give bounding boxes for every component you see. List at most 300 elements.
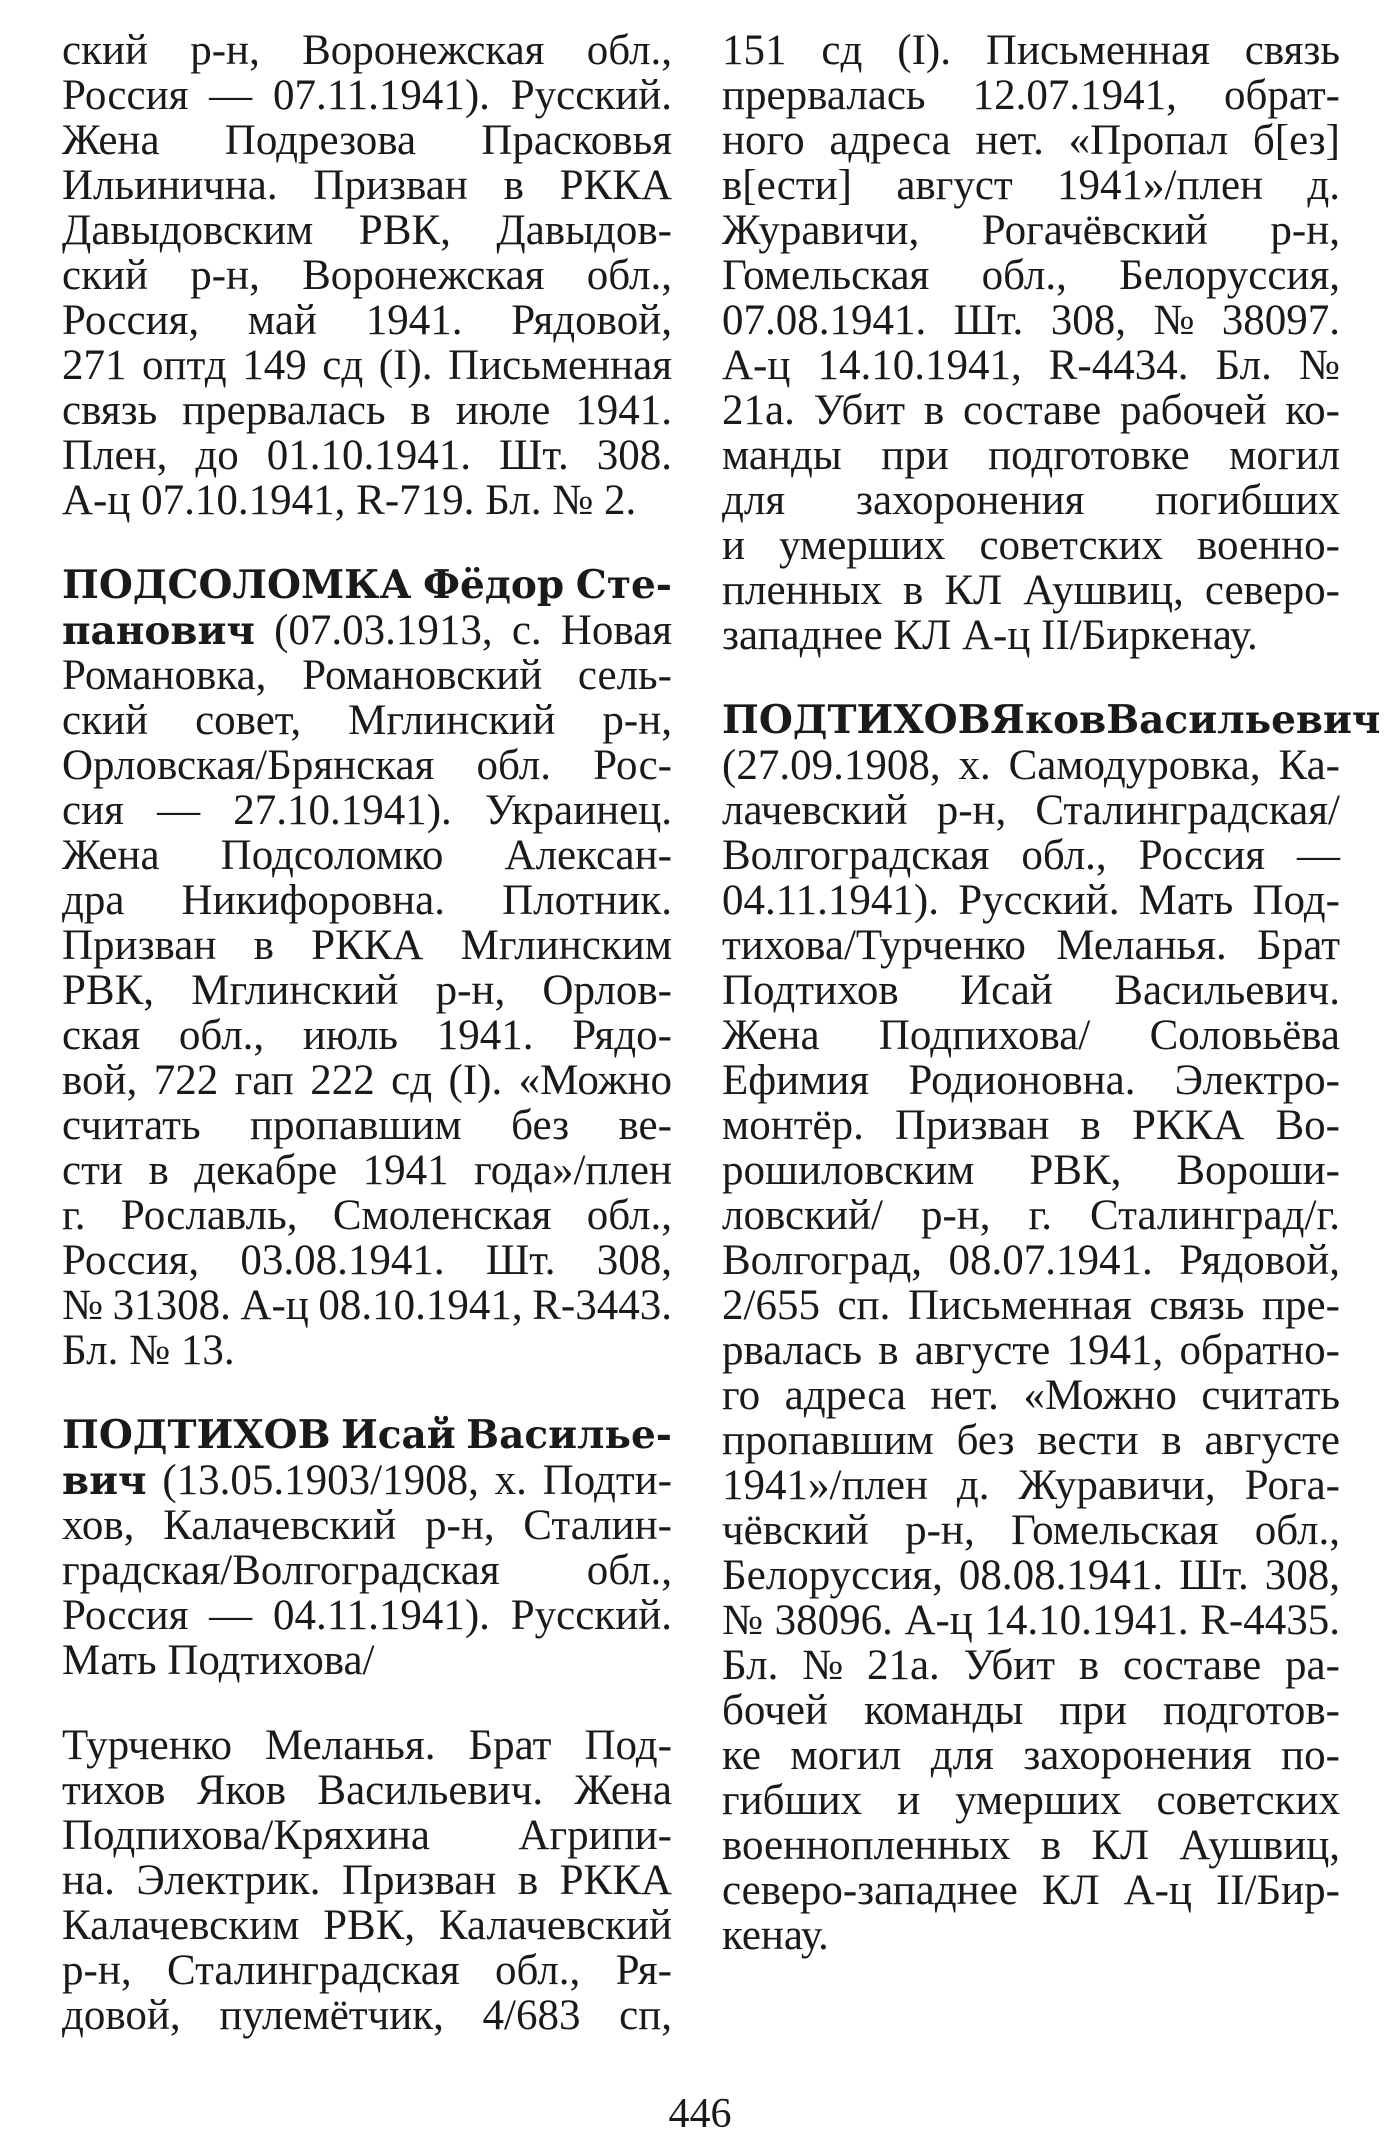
word: Шт. <box>499 432 569 479</box>
text-line <box>62 73 672 118</box>
word: могил <box>790 1732 902 1779</box>
text-line <box>62 1723 672 1768</box>
word: 308, <box>596 1237 672 1284</box>
word: 1941, <box>1066 1327 1164 1374</box>
word: умерших <box>955 1777 1122 1824</box>
text-line <box>722 1463 1340 1508</box>
word: Исай <box>960 967 1053 1014</box>
word: Русский. <box>510 1592 672 1639</box>
word: Рогачёвский <box>981 207 1208 254</box>
word: сп. <box>837 1282 891 1329</box>
text-line <box>62 1858 672 1903</box>
entry-name-word: ПОДСОЛОМКА <box>62 562 412 608</box>
entry-name-word: Фёдор <box>423 562 565 608</box>
word: нет. <box>930 1372 999 1419</box>
word: ке <box>722 1732 761 1779</box>
text-line <box>722 878 1340 923</box>
word: р-н, <box>62 1947 132 1994</box>
word: Давыдов- <box>496 207 672 254</box>
word: захоронения <box>856 477 1085 524</box>
word: Алексан- <box>504 832 672 879</box>
word: для <box>930 1732 994 1779</box>
word: Меланья. <box>265 1722 436 1769</box>
entry-name-word: Яков <box>990 697 1107 743</box>
word: — <box>1297 832 1340 879</box>
text-line <box>62 743 672 788</box>
word: 1941»/плен <box>1057 162 1264 209</box>
word: рвалась <box>722 1327 862 1374</box>
word: обл., <box>1021 832 1107 879</box>
text-line <box>62 968 672 1013</box>
word: 271 <box>62 342 127 389</box>
word: ский <box>62 697 148 744</box>
text-line <box>722 1643 1340 1688</box>
word: Шт. <box>1179 1552 1249 1599</box>
word: довой, <box>62 1992 181 2039</box>
text-line <box>62 1503 672 1548</box>
word: — <box>209 1592 253 1639</box>
word: Орловская/Брянская <box>62 742 435 789</box>
word: 08.08.1941. <box>958 1552 1164 1599</box>
text-line <box>62 878 672 923</box>
word: Рос- <box>593 742 672 789</box>
word: в <box>253 922 274 969</box>
text-line <box>722 1418 1340 1463</box>
word: ного <box>722 117 805 164</box>
word: Подпихова/Кряхина <box>62 1812 430 1859</box>
word: № <box>1298 342 1340 389</box>
word: Жена <box>722 1012 820 1059</box>
word: сд <box>391 1057 433 1104</box>
word: д. <box>956 1462 990 1509</box>
word: Мглинский <box>348 697 556 744</box>
word: бочей <box>722 1687 828 1734</box>
word: 308, <box>1264 1552 1340 1599</box>
word: х. <box>958 742 991 789</box>
word: 38096. <box>774 1597 893 1644</box>
word: Никифоровна. <box>181 877 446 924</box>
word: рабочей <box>1120 387 1267 434</box>
word: май <box>247 297 317 344</box>
word: Плен, <box>62 432 168 479</box>
text-line <box>62 653 672 698</box>
word: (I). <box>897 27 951 74</box>
word: Аушвиц, <box>1023 567 1184 614</box>
word: пропавшим <box>722 1417 934 1464</box>
word: дра <box>62 877 125 924</box>
word: связь <box>1149 1282 1245 1329</box>
entry-heading <box>62 1413 672 1458</box>
text-line <box>62 698 672 743</box>
word: 14.10.1941. <box>984 1597 1189 1644</box>
word: команды <box>864 1687 1024 1734</box>
word: чёвский <box>722 1507 869 1554</box>
word: Аушвиц, <box>1179 1822 1340 1869</box>
text-line <box>722 73 1340 118</box>
left-column <box>62 28 672 2038</box>
right-column <box>722 27 1381 1959</box>
word: РККА <box>559 1857 672 1904</box>
word: Шт. <box>953 297 1024 344</box>
word: р-н, <box>425 1502 495 1549</box>
word: р-н, <box>905 1507 975 1554</box>
word: р-н, <box>190 27 260 74</box>
word: в <box>517 1857 539 1904</box>
word: Давыдовским <box>62 207 314 254</box>
word: при <box>881 432 949 479</box>
word: ве- <box>618 1102 672 1149</box>
word: прервалась <box>182 387 386 434</box>
word: х. <box>494 1457 527 1504</box>
word: подготовке <box>988 432 1190 479</box>
entry-podtikhov-isai <box>62 1413 672 2038</box>
word: 04.11.1941). <box>722 877 939 924</box>
word: го <box>722 1372 761 1419</box>
word: Россия, <box>62 1237 200 1284</box>
word: Романовский <box>302 652 543 699</box>
word: р-н, <box>435 967 506 1014</box>
word: РККА <box>1131 1102 1245 1149</box>
word: Подрезова <box>224 117 417 164</box>
word: в[ести] <box>722 162 852 209</box>
text-line <box>722 1733 1340 1778</box>
word: советских <box>979 522 1163 569</box>
word: (13.05.1903/1908, <box>162 1457 479 1504</box>
word: Калачевским <box>62 1902 300 1949</box>
word: д. <box>1307 162 1340 209</box>
word: Мать <box>1138 877 1234 924</box>
word: Жена <box>62 832 160 879</box>
text-line <box>62 1283 672 1328</box>
word: Мглинским <box>460 922 672 969</box>
word: прервалась <box>722 72 926 119</box>
word: обл., <box>586 1547 672 1594</box>
word: Воронежская <box>302 252 545 299</box>
word: РККА <box>559 162 672 209</box>
word: р-н, <box>936 787 1007 834</box>
word: Волгоградская <box>722 832 990 879</box>
text-line <box>722 523 1340 568</box>
text-line <box>722 343 1340 388</box>
entry-heading <box>62 563 672 608</box>
word: декабре <box>194 1147 338 1194</box>
text-line <box>62 388 672 433</box>
word: Новая <box>560 607 672 654</box>
text-line <box>722 1103 1340 1148</box>
word: Электрик. <box>136 1857 321 1904</box>
word: Ка- <box>1278 742 1340 789</box>
word: 21а. <box>866 1642 940 1689</box>
word: «Можно <box>1023 1372 1177 1419</box>
word: р-н, <box>190 252 260 299</box>
word: обл., <box>178 1012 265 1059</box>
word: Прасковья <box>481 117 672 164</box>
word: № <box>1153 297 1195 344</box>
entry-name-word: Васильe- <box>466 1412 672 1458</box>
word: Воронежская <box>302 27 545 74</box>
text-line <box>722 433 1340 478</box>
word: Жена <box>62 117 160 164</box>
word: Брат <box>468 1722 552 1769</box>
text-line <box>722 1328 1340 1373</box>
word: № <box>62 1282 104 1329</box>
text-line <box>62 1813 672 1858</box>
word: R-4434. <box>1048 342 1189 389</box>
word: Сталинградская/ <box>1035 787 1340 834</box>
word: II/Бир- <box>1215 1867 1340 1914</box>
word: Подпихова/ <box>878 1012 1091 1059</box>
word: обл., <box>586 1192 672 1239</box>
word: КЛ <box>944 567 1003 614</box>
word: захоронения <box>1023 1732 1252 1779</box>
word: пропавшим <box>249 1102 462 1149</box>
word: R-3443. <box>532 1282 672 1329</box>
word: оптд <box>142 342 227 389</box>
text-line <box>722 788 1340 833</box>
word: № <box>802 1642 844 1689</box>
word: ский <box>62 252 148 299</box>
text-line <box>62 1768 672 1813</box>
word: Сталинград/г. <box>1090 1192 1340 1239</box>
text-line <box>722 1373 1340 1418</box>
word: № <box>722 1597 764 1644</box>
word: составе <box>962 387 1102 434</box>
word: могил <box>1229 432 1340 479</box>
word: гап <box>234 1057 294 1104</box>
word: Письменная <box>907 1282 1132 1329</box>
word: Ефимия <box>722 1057 870 1104</box>
word: г. <box>62 1192 86 1239</box>
text-line <box>62 1593 672 1638</box>
word: Рога- <box>1244 1462 1340 1509</box>
word: R-4435. <box>1200 1597 1340 1644</box>
text-line <box>62 1148 672 1193</box>
text-line <box>722 1238 1340 1283</box>
text-line <box>722 1553 1340 1598</box>
word: и <box>897 1777 921 1824</box>
word: совет, <box>195 697 302 744</box>
text-line <box>722 118 1340 163</box>
text-line <box>722 208 1340 253</box>
word: августе <box>914 1327 1051 1374</box>
word: Письменная <box>448 342 672 389</box>
word: сия <box>62 787 124 834</box>
word: Рядо- <box>572 1012 672 1059</box>
word: Орлов- <box>542 967 672 1014</box>
word: Родионовна. <box>908 1057 1136 1104</box>
word: без <box>511 1102 570 1149</box>
word: 38097. <box>1221 297 1340 344</box>
word: Васильевич. <box>317 1767 544 1814</box>
word: 1941. <box>436 1012 534 1059</box>
word: в <box>903 567 924 614</box>
entry-name-word: ПОДТИХОВ <box>722 697 991 743</box>
word: умерших <box>779 522 946 569</box>
word: РККА <box>311 922 424 969</box>
word: до <box>195 432 239 479</box>
text-line <box>62 1238 672 1283</box>
text-line <box>722 298 1340 343</box>
word: «Пропал <box>1068 117 1229 164</box>
word: А-ц <box>240 1282 309 1329</box>
text-line <box>722 1193 1340 1238</box>
word: 04.11.1941). <box>272 1592 490 1639</box>
word: вой, <box>62 1057 138 1104</box>
word: Россия, <box>62 297 200 344</box>
text-line: Бл. № 13. <box>62 1327 235 1374</box>
entry-podrezov-continuation <box>62 28 672 523</box>
word: Яков <box>196 1767 287 1814</box>
word: 149 <box>242 342 307 389</box>
word: северо- <box>1204 567 1340 614</box>
word: Гомельская <box>1011 1507 1219 1554</box>
word: Россия <box>62 1592 189 1639</box>
word: Письменная <box>985 27 1210 74</box>
page-number: 446 <box>668 2091 732 2137</box>
word: военно- <box>1197 522 1340 569</box>
word: 2/655 <box>722 1282 820 1329</box>
text-line <box>722 1148 1340 1193</box>
word: Романовка, <box>62 652 267 699</box>
word: обл. <box>476 742 551 789</box>
entry-podtikhov-yakov <box>722 697 1381 1959</box>
word: связь <box>62 387 158 434</box>
word: сель- <box>577 652 672 699</box>
word: Русский. <box>958 877 1120 924</box>
word: Сталинградская <box>166 1947 460 1994</box>
word: 151 <box>722 27 787 74</box>
word: 01.10.1941. <box>266 432 472 479</box>
word: Жена <box>574 1767 672 1814</box>
word: «Можно <box>518 1057 672 1104</box>
text-line <box>722 1823 1340 1868</box>
text-line <box>722 1013 1340 1058</box>
text-line <box>722 1868 1340 1913</box>
word: пленных <box>722 567 882 614</box>
text-line: Мать Подтихова/ <box>62 1637 375 1684</box>
word: Под- <box>584 1722 672 1769</box>
word: Белоруссия, <box>1119 252 1340 299</box>
word: А-ц <box>722 342 791 389</box>
word: вести <box>1037 1417 1139 1464</box>
word: 07.08.1941. <box>722 297 927 344</box>
word: Убит <box>813 387 906 434</box>
word: 1941 <box>362 1147 449 1194</box>
word: А-ц <box>904 1597 973 1644</box>
word: РВК, <box>1029 1147 1122 1194</box>
word: Волгоград, <box>722 1237 922 1284</box>
word: 12.07.1941, <box>972 72 1177 119</box>
word: 07.11.1941). <box>272 72 490 119</box>
word: Агрипи- <box>518 1812 672 1859</box>
word: считать <box>62 1102 201 1149</box>
word: РВК, <box>323 1902 416 1949</box>
word: ловский/ <box>722 1192 883 1239</box>
word: б[ез] <box>1252 117 1340 164</box>
word: (07.03.1913, <box>274 607 493 654</box>
word: в <box>923 387 945 434</box>
word: погибших <box>1155 477 1340 524</box>
word: 308. <box>596 432 672 479</box>
word: 08.10.1941, <box>318 1282 523 1329</box>
word: обратно- <box>1179 1327 1340 1374</box>
text-line <box>62 208 672 253</box>
word: для <box>722 477 786 524</box>
word: хов, <box>62 1502 135 1549</box>
word: Русский. <box>510 72 672 119</box>
word: сд <box>322 342 364 389</box>
word: Сталин- <box>523 1502 672 1549</box>
word: Турченко <box>62 1722 232 1769</box>
word: Бл. <box>1215 342 1272 389</box>
word: Ря- <box>615 1947 672 1994</box>
word: адреса <box>829 117 951 164</box>
text-line <box>62 343 672 388</box>
word: Калачевский <box>438 1902 672 1949</box>
word: р-н, <box>1270 207 1340 254</box>
word: Под- <box>1252 877 1340 924</box>
text-line <box>722 1508 1340 1553</box>
word: адреса <box>784 1372 906 1419</box>
word: КЛ <box>1091 1822 1150 1869</box>
word: Соловьёва <box>1149 1012 1340 1059</box>
word: пре- <box>1262 1282 1340 1329</box>
word: ра- <box>1285 1642 1340 1689</box>
word: по- <box>1281 1732 1340 1779</box>
text-line <box>62 118 672 163</box>
word: Самодуровка, <box>1008 742 1261 789</box>
entry-heading-cont <box>62 1458 672 1503</box>
entry-name-bold: панович <box>62 608 255 654</box>
word: Меланья. <box>1056 922 1227 969</box>
word: Рядовой, <box>511 297 672 344</box>
word: обл., <box>586 27 672 74</box>
word: ко- <box>1285 387 1340 434</box>
word: 308, <box>1050 297 1126 344</box>
word: считать <box>1201 1372 1340 1419</box>
word: 08.07.1941. <box>948 1237 1153 1284</box>
word: г. <box>1028 1192 1053 1239</box>
word: Белоруссия, <box>722 1552 943 1599</box>
word: обл., <box>586 252 672 299</box>
text-line <box>722 833 1340 878</box>
word: в <box>1080 1102 1101 1149</box>
word: р-н, <box>920 1192 991 1239</box>
word: Васильевич. <box>1114 967 1340 1014</box>
word: Гомельская <box>722 252 930 299</box>
word: нет. <box>975 117 1044 164</box>
word: Журавичи, <box>722 207 920 254</box>
word: военнопленных <box>722 1822 1011 1869</box>
word: Калачевский <box>163 1502 397 1549</box>
text-line <box>722 568 1340 613</box>
word: Призван <box>62 922 217 969</box>
text-line <box>722 388 1340 433</box>
word: Убит <box>963 1642 1056 1689</box>
entry-podsolomka <box>62 563 672 1373</box>
text-line <box>62 28 672 73</box>
word: Мглинский <box>191 967 399 1014</box>
word: Журавичи, <box>1018 1462 1216 1509</box>
word: тихов <box>62 1767 166 1814</box>
word: 21а. <box>722 387 795 434</box>
word: Украинец. <box>484 787 672 834</box>
entry-name-bold: вич <box>62 1458 147 1504</box>
entry-heading-cont <box>62 608 672 653</box>
text-line <box>62 1548 672 1593</box>
word: без <box>956 1417 1015 1464</box>
word: 27.10.1941). <box>233 787 452 834</box>
